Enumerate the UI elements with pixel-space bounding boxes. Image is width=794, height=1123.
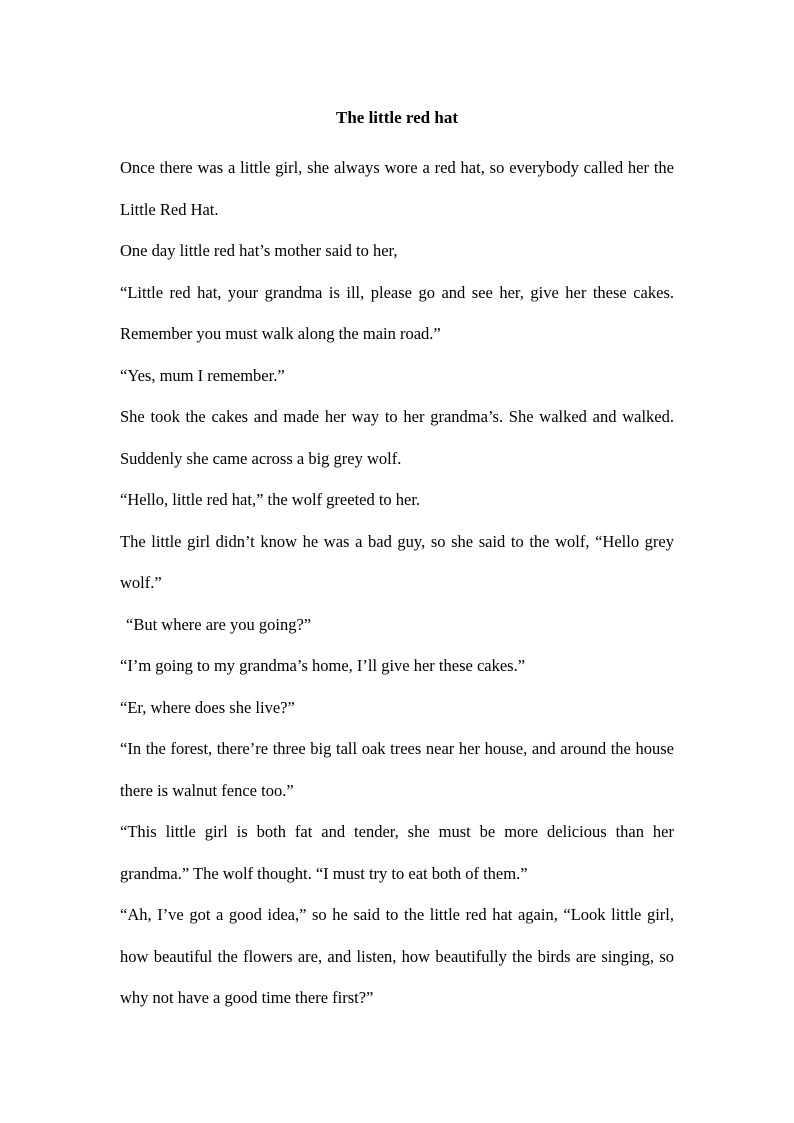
paragraph-12: “This little girl is both fat and tender, she must be more delicious than her grandma.” The wolf thought. “I must try to eat both of them.” — [120, 822, 674, 883]
paragraph-4: “Yes, mum I remember.” — [120, 365, 285, 385]
paragraph-10: “Er, where does she live?” — [120, 697, 295, 717]
story-body — [120, 147, 674, 1019]
paragraph-5: She took the cakes and made her way to her grandma’s. She walked and walked. Suddenly she came across a big grey wolf. — [120, 407, 674, 468]
paragraph-13: “Ah, I’ve got a good idea,” so he said to the little red hat again, “Look little girl, how beautiful the flowers are, and listen, how beautifully the birds are singing, so why not have a good time there first?” — [120, 905, 674, 1007]
paragraph-1: Once there was a little girl, she always wore a red hat, so everybody called her the Little Red Hat. — [120, 158, 674, 219]
paragraph-9: “I’m going to my grandma’s home, I’ll give her these cakes.” — [120, 656, 526, 675]
paragraph-2: One day little red hat’s mother said to her, — [120, 241, 398, 260]
paragraph-7: The little girl didn’t know he was a bad guy, so she said to the wolf, “Hello grey wolf.” — [120, 531, 674, 592]
paragraph-11: “In the forest, there’re three big tall oak trees near her house, and around the house there is walnut fence too.” — [120, 739, 674, 800]
paragraph-3: “Little red hat, your grandma is ill, please go and see her, give her these cakes. Remember you must walk along the main road.” — [120, 282, 674, 343]
paragraph-6: “Hello, little red hat,” the wolf greeted to her. — [120, 490, 421, 509]
document-title: The little red hat — [336, 108, 458, 127]
paragraph-8: “But where are you going?” — [126, 614, 312, 634]
